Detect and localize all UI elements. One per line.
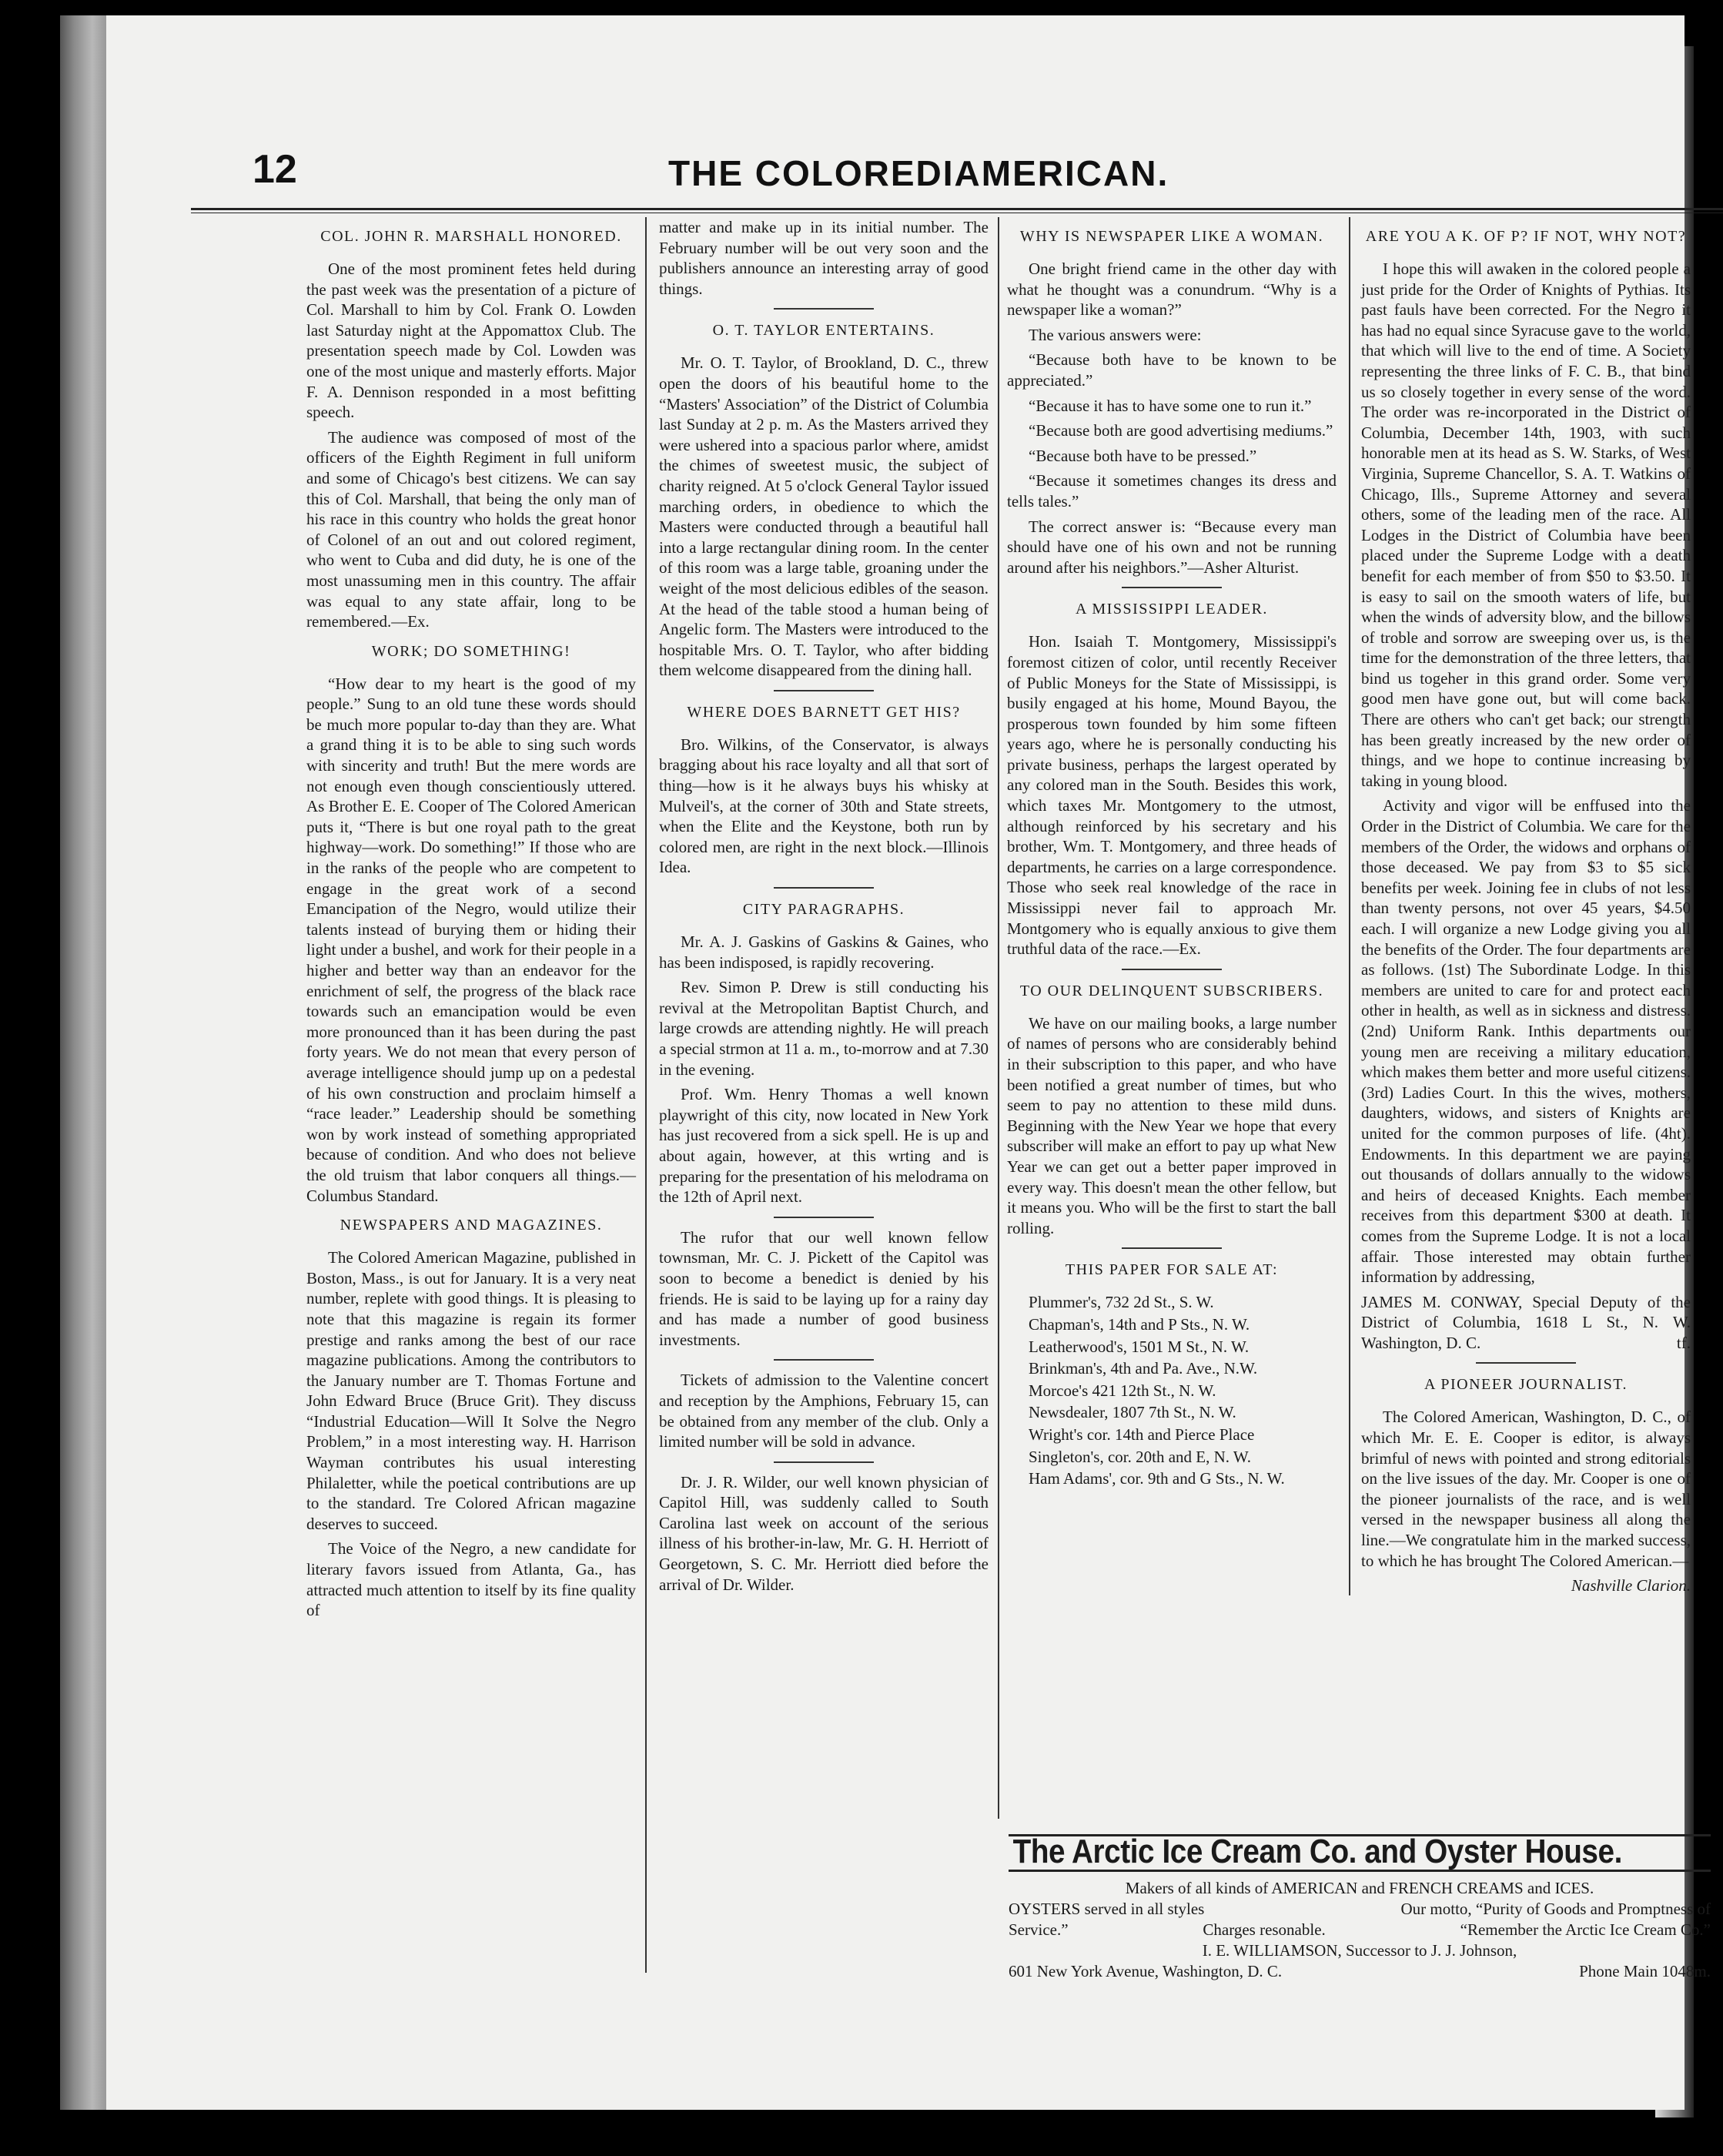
article-line: The correct answer is: “Because every man should have one of his own and not be running around after his neighbors.”—Asher Alturist. (1007, 517, 1337, 577)
article-heading: THIS PAPER FOR SALE AT: (1065, 1261, 1279, 1279)
article-divider (1476, 1362, 1576, 1364)
article-paragraph: We have on our mailing books, a large number of names of persons who are considerably behind in their subscription to this paper, and who have been notified a great number of times, but who seem to pay no attention to these mild duns. Beginning with the New Year we hope that every subscriber will make an effort to pay up what New Year we can get out a better paper improved in every way. This doesn't mean the other fellow, but it means you. Who will be the first to start the ball rolling. (1007, 1013, 1337, 1237)
list-item: Ham Adams', cor. 9th and G Sts., N. W. (1029, 1469, 1285, 1488)
sale-locations-list (1007, 1292, 1337, 1488)
masthead (106, 146, 1685, 208)
ad-title: The Arctic Ice Cream Co. and Oyster House. (1012, 1833, 1622, 1870)
article-paragraph: I hope this will awaken in the colored people a just pride for the Order of Knights of Pythias. Its past fauls have been corrected. For the Negro it has had no equal since Syracuse gave to the world, that which will live to the end of time. A Society representing the three links of F. C. B., that bind us so closely together in every sense of the word. The order was re-incorporated in the District of Columbia, December 14th, 1903, with such honorable men at its head as S. W. Starks, of West Virginia, Supreme Chancellor, S. A. T. Watkins of Chicago, Ills., Supreme Attorney and several others, some of the leading men of the race. All Lodges in the District of Columbia have been placed under the Supreme Lodge with a death benefit for each member of from $50 to $3.50. It is easy to sail on the smooth waters of life, but when the winds of adversity blow, and the billows of troble and sorrow are sweeping over us, is the time for the demonstration of the three letters, that bind us togeher in this grand order. Some very good men have gone out, but will come back. There are others who can't get back; our strength has been greatly increased by the new order of things, and we hope to continue increasing by taking in young blood. (1361, 259, 1691, 790)
list-item: Morcoe's 421 12th St., N. W. (1029, 1381, 1216, 1400)
article-divider (1122, 1247, 1222, 1249)
ad-line: OYSTERS served in all styles (1009, 1900, 1205, 1918)
list-item: Chapman's, 14th and P Sts., N. W. (1029, 1314, 1250, 1334)
advertisement (1009, 1834, 1711, 1982)
article-line: “Because both have to be known to be appreciated.” (1007, 350, 1337, 390)
article-signature (1361, 1292, 1691, 1354)
list-item: Brinkman's, 4th and Pa. Ave., N.W. (1029, 1359, 1258, 1378)
article-paragraph: Activity and vigor will be enffused into the Order in the District of Columbia. We care for the members of the Order, the widows and orphans of those deceased. We pay from $3 to $5 sick benefits per week. Joining fee in clubs of not less than twenty persons, not over 45 years, $4.50 each. I will organize a new Lodge giving you all the benefits of the Order. The four departments are as follows. (1st) The Subordinate Lodge. In this members are united to care for and protect each other in health, as well as in sickness and distress. (2nd) Uniform Rank. Inthis departments our young men are receiving a military education, which makes them better and more useful citizens. (3rd) Ladies Court. In this the wives, mothers, daughters, widows, and sisters of Knights are united for the common purposes of life. (4ht). Endowments. In this department we are paying out thousands of dollars annually to the widows and heirs of deceased Knights. Each member receives from this department $300 at death. It comes from the Supreme Lodge. It is not a local affair. Those interested may obtain further information by addressing, (1361, 796, 1691, 1287)
ad-line: Makers of all kinds of AMERICAN and FRENCH CREAMS and ICES. (1125, 1879, 1594, 1897)
article-divider (774, 1217, 874, 1218)
ad-line: “Remember the Arctic Ice Cream Co.” (1460, 1920, 1711, 1939)
article-paragraph: The Colored American Magazine, published in Boston, Mass., is out for January. It is a very neat number, replete with good things. It is pleasing to note that this magazine is regain its former prestige and ranks among the best of our race magazine publications. Among the contributors to the January number are T. Thomas Fortune and John Edward Bruce (Bruce Grit). They discuss “Industrial Education—Will It Solve the Negro Problem,” in a most interesting way. H. Harrison Wayman contributes his usual interesting Philaletter, while the poetical contributions are up to the standard. Tre Colored African magazine deserves to succeed. (306, 1248, 636, 1533)
column-2 (659, 217, 989, 1599)
article-paragraph: One of the most prominent fetes held during the past week was the presentation of a picture of Col. Marshall to him by Col. Frank O. Lowden last Saturday night at the Appomattox Club. The presentation speech made by Col. Lowden was one of the most unique and masterly efforts. Major F. A. Dennison responded in a most befitting speech. (306, 259, 636, 422)
article-paragraph: Prof. Wm. Henry Thomas a well known playwright of this city, now located in New York has just recovered from a sick spell. He is up and about again, however, at this wrting and is preparing for the presentation of his melodrama on the 12th of April next. (659, 1085, 989, 1207)
article-heading: ARE YOU A K. OF P? IF NOT, WHY NOT? (1365, 228, 1687, 245)
article-paragraph: Hon. Isaiah T. Montgomery, Mississippi's foremost citizen of color, until recently Receiver of Public Moneys for the State of Mississippi, is busily engaged at his home, Mound Bayou, the prosperous town founded by him some fifteen years ago, where he is personally conducting his private business, perhaps the largest operated by any colored man in the South. Besides this work, which taxes Mr. Montgomery to the utmost, although reinforced by his secretary and his brother, Wm. T. Montgomery, and three heads of departments, he carries on a large correspondence. Those who seek real knowledge of the race in Mississippi never fail to approach Mr. Montgomery who is equally anxious to give them truthful data of the race.—Ex. (1007, 632, 1337, 959)
article-heading: NEWSPAPERS AND MAGAZINES. (340, 1217, 603, 1234)
article-paragraph: The audience was composed of most of the officers of the Eighth Regiment in full uniform and some of Chicago's best citizens. We can say this of Col. Marshall, that being the only man of his race in this country who holds the great honor of Colonel of an out and out colored regiment, who went to Cuba and did duty, he is one of the most unassuming men in this country. The affair was equal to any state affair, long to be remembered.—Ex. (306, 427, 636, 631)
article-paragraph: Dr. J. R. Wilder, our well known physician of Capitol Hill, was suddenly called to South Carolina last week on account of the serious illness of his brother-in-law, Mr. G. H. Herriott of Georgetown, S. C. Mr. Herriott died before the arrival of Dr. Wilder. (659, 1472, 989, 1594)
article-paragraph: Tickets of admission to the Valentine concert and reception by the Amphions, February 15, can be obtained from any member of the club. Only a limited number will be sold in advance. (659, 1371, 989, 1451)
article-paragraph: One bright friend came in the other day with what he thought was a conundrum. “Why is a newspaper like a woman?” (1007, 259, 1337, 320)
ad-line: Service.” (1009, 1920, 1069, 1939)
list-item: Singleton's, cor. 20th and E, N. W. (1029, 1447, 1252, 1466)
article-line: “Because it sometimes changes its dress and tells tales.” (1007, 471, 1337, 511)
article-heading: WORK; DO SOMETHING! (371, 642, 571, 660)
article-heading: CITY PARAGRAPHS. (742, 901, 905, 919)
article-divider (774, 1461, 874, 1463)
newspaper-title: THE COLOREDIAMERICAN. (668, 153, 1169, 193)
list-item: Leatherwood's, 1501 M St., N. W. (1029, 1337, 1250, 1356)
article-heading: O. T. TAYLOR ENTERTAINS. (712, 322, 935, 340)
article-heading: TO OUR DELINQUENT SUBSCRIBERS. (1019, 982, 1324, 999)
article-line: “Because both are good advertising mediums.” (1029, 421, 1333, 440)
article-paragraph: matter and make up in its initial number. The February number will be out very soon and the publishers announce an interesting array of good things. (659, 218, 989, 298)
page-binding-edge (60, 15, 106, 2110)
article-paragraph: “How dear to my heart is the good of my people.” Sung to an old tune these words should be much more popular to-day than they are. What a grand thing it is to be able to sing such words with sincerity and truth! But the mere words are not enough even though conscientiously uttered. As Brother E. E. Cooper of The Colored American puts it, “There is but one royal path to the great highway—work. Do something!” If those who are in the ranks of the people who are competent to engage in the great work of a second Emancipation of the Negro, would utilize their talents instead of burying them or hiding their light under a bushel, and work for their people in a higher and better way than an endeavor for the enrichment of self, the progress of the black race towards such an emancipation would be even more pronounced than it has been during the past forty years. We do not mean that every person of average intelligence should jump up on a pedestal of his own construction and proclaim himself a “race leader.” Leadership should be something won by work instead of something appropriated because of condition. And who does not believe the old truism that labor conquers all things.—Columbus Standard. (306, 674, 636, 1205)
ad-line: I. E. WILLIAMSON, Successor to J. J. Johnson, (1202, 1941, 1517, 1960)
list-item: Wright's cor. 14th and Pierce Place (1029, 1424, 1255, 1444)
article-line: “Because both have to be pressed.” (1029, 446, 1257, 465)
ad-line: Our motto, “Purity of Goods and Promptness of (1400, 1900, 1711, 1918)
column-3 (1007, 217, 1337, 1491)
article-divider (774, 1359, 874, 1361)
article-divider (774, 690, 874, 691)
article-paragraph: The Voice of the Negro, a new candidate for literary favors issued from Atlanta, Ga., has attracted much attention to itself by its fine quality of (306, 1539, 636, 1620)
column-divider-1 (645, 217, 647, 1973)
ad-line: Charges resonable. (1203, 1920, 1326, 1939)
article-paragraph: The rufor that our well known fellow townsman, Mr. C. J. Pickett of the Capitol was soon to become a benedict is denied by his friends. He is said to be laying up for a rainy day and has made a number of good business investments. (659, 1227, 989, 1349)
article-paragraph: Mr. A. J. Gaskins of Gaskins & Gaines, who has been indisposed, is rapidly recovering. (659, 932, 989, 972)
article-line: The various answers were: (1029, 325, 1202, 344)
column-1 (306, 217, 636, 1625)
masthead-rule (191, 208, 1723, 210)
column-divider-3 (1349, 217, 1350, 1595)
article-heading: A MISSISSIPPI LEADER. (1076, 601, 1268, 618)
list-item: Newsdealer, 1807 7th St., N. W. (1029, 1403, 1236, 1422)
newspaper-page (106, 15, 1711, 2110)
ad-address: 601 New York Avenue, Washington, D. C. (1009, 1962, 1283, 1980)
article-paragraph: The Colored American, Washington, D. C., of which Mr. E. E. Cooper is editor, is always brimful of news with pointed and strong editorials on the live issues of the day. Mr. Cooper is one of the pioneer journalists of the race, and is well versed in the newspaper business all along the line.—We congratulate him in the marked success, to which he has brought The Colored American.— (1361, 1408, 1691, 1570)
article-heading: COL. JOHN R. MARSHALL HONORED. (320, 228, 622, 245)
article-divider (774, 308, 874, 310)
article-divider (774, 887, 874, 889)
column-divider-2 (998, 217, 999, 1819)
ad-phone: Phone Main 1048m. (1579, 1962, 1711, 1980)
article-line: “Because it has to have some one to run it.” (1029, 396, 1312, 415)
signature-tf: tf. (1676, 1333, 1691, 1352)
article-divider (1122, 587, 1222, 588)
page-number: 12 (253, 147, 297, 192)
article-paragraph: Mr. O. T. Taylor, of Brookland, D. C., threw open the doors of his beautiful home to the “Masters' Association” of the District of Columbia last Sunday at 2 p. m. As the Masters arrived they were ushered into a spacious parlor where, amidst the chimes of sweetest music, the subject of charity reigned. At 5 o'clock General Taylor issued marching orders, in obedience to which the Masters were conducted through a beautiful hall into a large rectangular dining room. In the center of this room was a large table, groaning under the weight of the most delicious edibles of the season. At the head of the table stood a human being of Angelic form. The Masters were introduced to the hospitable Mrs. O. T. Taylor, who after bidding them welcome disappeared from the dining hall. (659, 353, 989, 680)
article-heading: A PIONEER JOURNALIST. (1424, 1376, 1628, 1394)
signature-text: JAMES M. CONWAY, Special Deputy of the District of Columbia, 1618 L St., N. W. Washington, D. C. (1361, 1292, 1691, 1352)
column-4 (1361, 217, 1691, 1601)
article-heading: WHERE DOES BARNETT GET HIS? (687, 703, 961, 721)
article-divider (1122, 969, 1222, 970)
article-paragraph: Bro. Wilkins, of the Conservator, is always bragging about his race loyalty and all that sort of thing—how is it he always buys his whisky at Mulveil's, at the corner of 30th and State streets, when the Elite and the Keystone, both run by colored men, are right in the next block.—Illinois Idea. (659, 735, 989, 877)
article-source: Nashville Clarion. (1571, 1576, 1691, 1595)
list-item: Plummer's, 732 2d St., S. W. (1029, 1293, 1214, 1312)
article-heading: WHY IS NEWSPAPER LIKE A WOMAN. (1019, 228, 1324, 245)
article-paragraph: Rev. Simon P. Drew is still conducting his revival at the Metropolitan Baptist Church, and large crowds are attending nightly. He will preach a special strmon at 11 a. m., to-morrow and at 7.30 in the evening. (659, 978, 989, 1079)
